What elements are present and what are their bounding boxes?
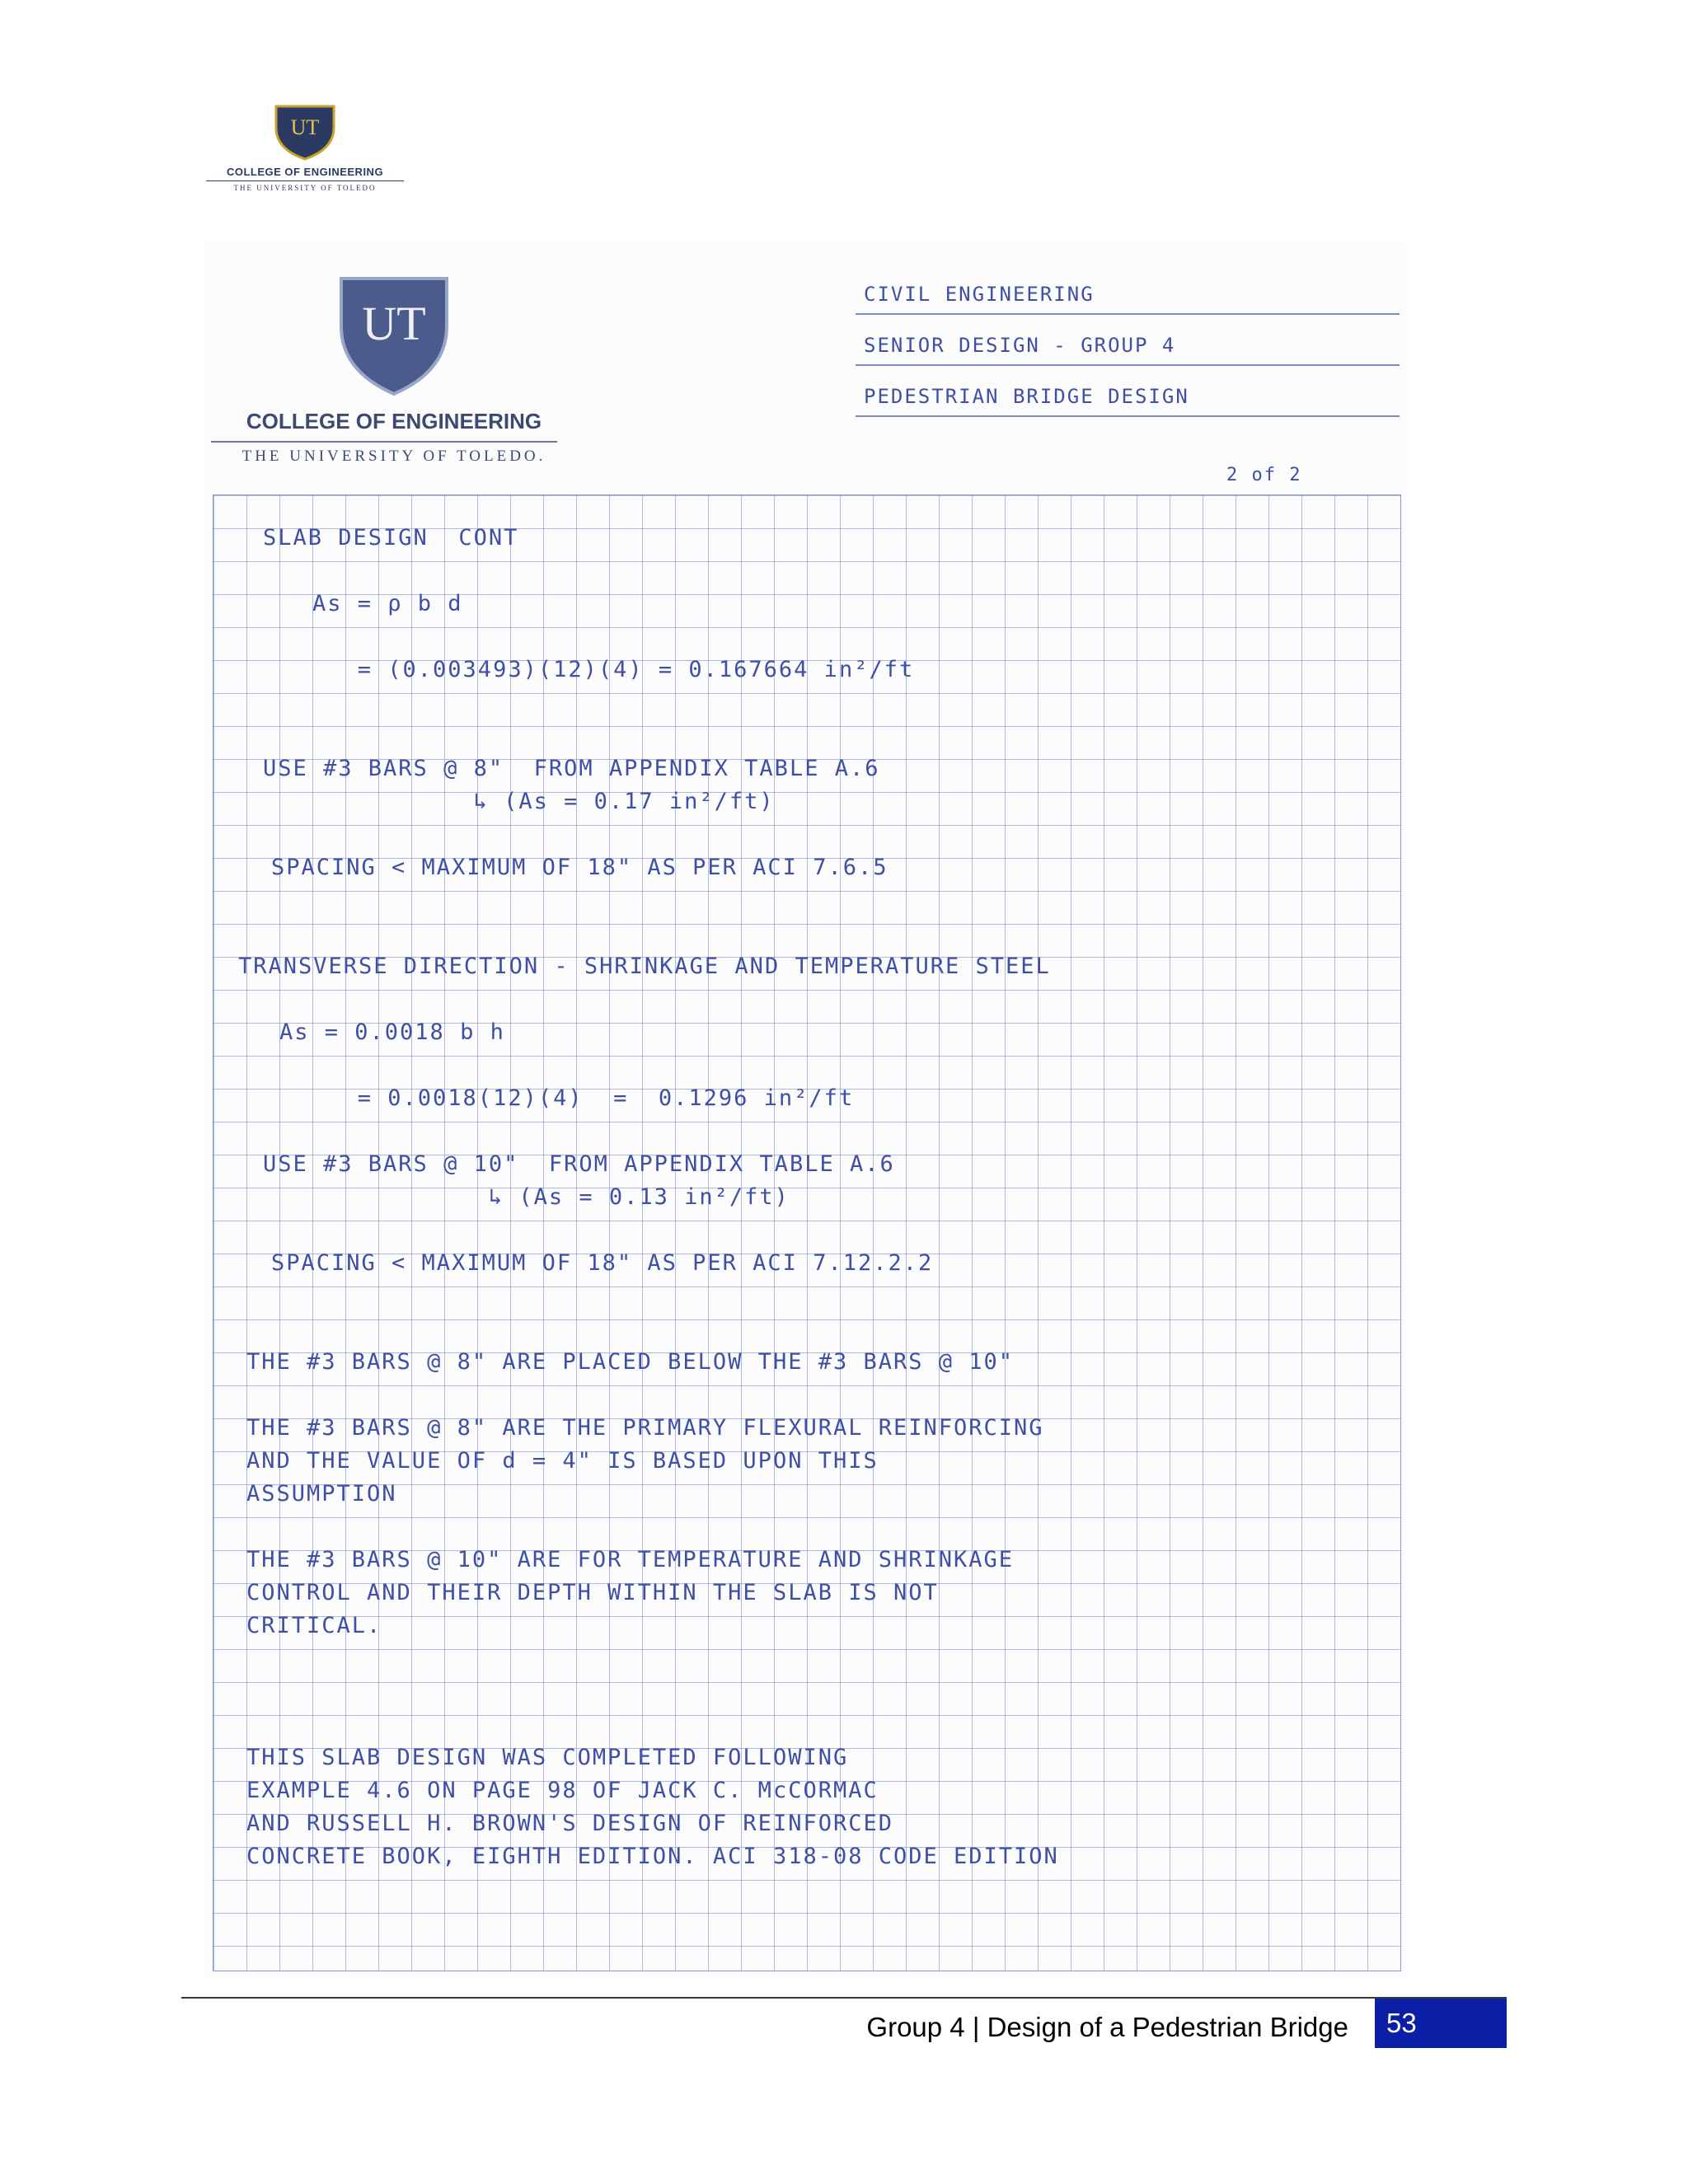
calc-line: As = 0.0018 b h xyxy=(279,1019,505,1045)
footer-title: Group 4 | Design of a Pedestrian Bridge xyxy=(866,2012,1348,2042)
calc-line: SPACING < MAXIMUM OF 18" AS PER ACI 7.6.5 xyxy=(271,855,889,880)
calc-line: As = ρ b d xyxy=(312,591,463,616)
calc-line: THE #3 BARS @ 8" ARE PLACED BELOW THE #3 BARS @ 10" xyxy=(246,1349,1015,1375)
calc-line: THE #3 BARS @ 8" ARE THE PRIMARY FLEXURAL REINFORCING xyxy=(246,1415,1044,1441)
sheet-logo xyxy=(204,274,584,466)
title-line-course: CIVIL ENGINEERING xyxy=(856,275,1400,315)
calc-line: CONCRETE BOOK, EIGHTH EDITION. ACI 318-08 CODE EDITION xyxy=(246,1844,1059,1869)
calc-line: ↳ (As = 0.17 in²/ft) xyxy=(263,789,775,814)
sheet-logo-university: THE UNIVERSITY OF TOLEDO. xyxy=(241,448,546,465)
header-logo-university: THE UNIVERSITY OF TOLEDO xyxy=(233,184,377,192)
calc-line: SPACING < MAXIMUM OF 18" AS PER ACI 7.12.2.2 xyxy=(271,1250,934,1276)
ut-shield-letters: UT xyxy=(290,115,320,139)
calc-line: CRITICAL. xyxy=(246,1613,382,1638)
page-number-badge: 53 xyxy=(1375,1999,1507,2048)
footer-divider xyxy=(181,1997,1507,1999)
calc-line: CONTROL AND THEIR DEPTH WITHIN THE SLAB IS NOT xyxy=(246,1580,939,1605)
sheet-title-block xyxy=(856,275,1400,429)
graph-paper xyxy=(213,494,1401,1971)
calc-line: USE #3 BARS @ 10" FROM APPENDIX TABLE A.6 xyxy=(263,1151,895,1177)
calc-line: TRANSVERSE DIRECTION - SHRINKAGE AND TEMPERATURE STEEL xyxy=(238,954,1051,979)
sheet-shield-letters: UT xyxy=(362,297,426,350)
scanned-calc-sheet xyxy=(204,241,1408,1978)
sheet-page-count: 2 of 2 xyxy=(1226,465,1302,485)
header-logo-college: COLLEGE OF ENGINEERING xyxy=(226,166,384,178)
title-line-group: SENIOR DESIGN - GROUP 4 xyxy=(856,326,1400,366)
calc-line: AND THE VALUE OF d = 4" IS BASED UPON THIS xyxy=(246,1448,879,1474)
calc-line: USE #3 BARS @ 8" FROM APPENDIX TABLE A.6 xyxy=(263,756,880,781)
calc-line: ↳ (As = 0.13 in²/ft) xyxy=(263,1184,790,1210)
ut-shield-icon xyxy=(336,274,452,397)
header-logo xyxy=(206,103,404,192)
calc-line: EXAMPLE 4.6 ON PAGE 98 OF JACK C. McCORMAC xyxy=(246,1778,879,1803)
calc-line: AND RUSSELL H. BROWN'S DESIGN OF REINFORCED xyxy=(246,1811,893,1836)
calc-line: THIS SLAB DESIGN WAS COMPLETED FOLLOWING xyxy=(246,1745,849,1770)
ut-shield-icon xyxy=(273,103,337,161)
calc-line: ASSUMPTION xyxy=(246,1481,397,1507)
calc-line: THE #3 BARS @ 10" ARE FOR TEMPERATURE AND SHRINKAGE xyxy=(246,1547,1015,1572)
calc-line: SLAB DESIGN CONT xyxy=(263,525,519,551)
title-line-project: PEDESTRIAN BRIDGE DESIGN xyxy=(856,377,1400,417)
sheet-logo-college: COLLEGE OF ENGINEERING xyxy=(246,409,542,434)
calc-line: = (0.003493)(12)(4) = 0.167664 in²/ft xyxy=(312,657,915,682)
calc-line: = 0.0018(12)(4) = 0.1296 in²/ft xyxy=(312,1085,855,1111)
